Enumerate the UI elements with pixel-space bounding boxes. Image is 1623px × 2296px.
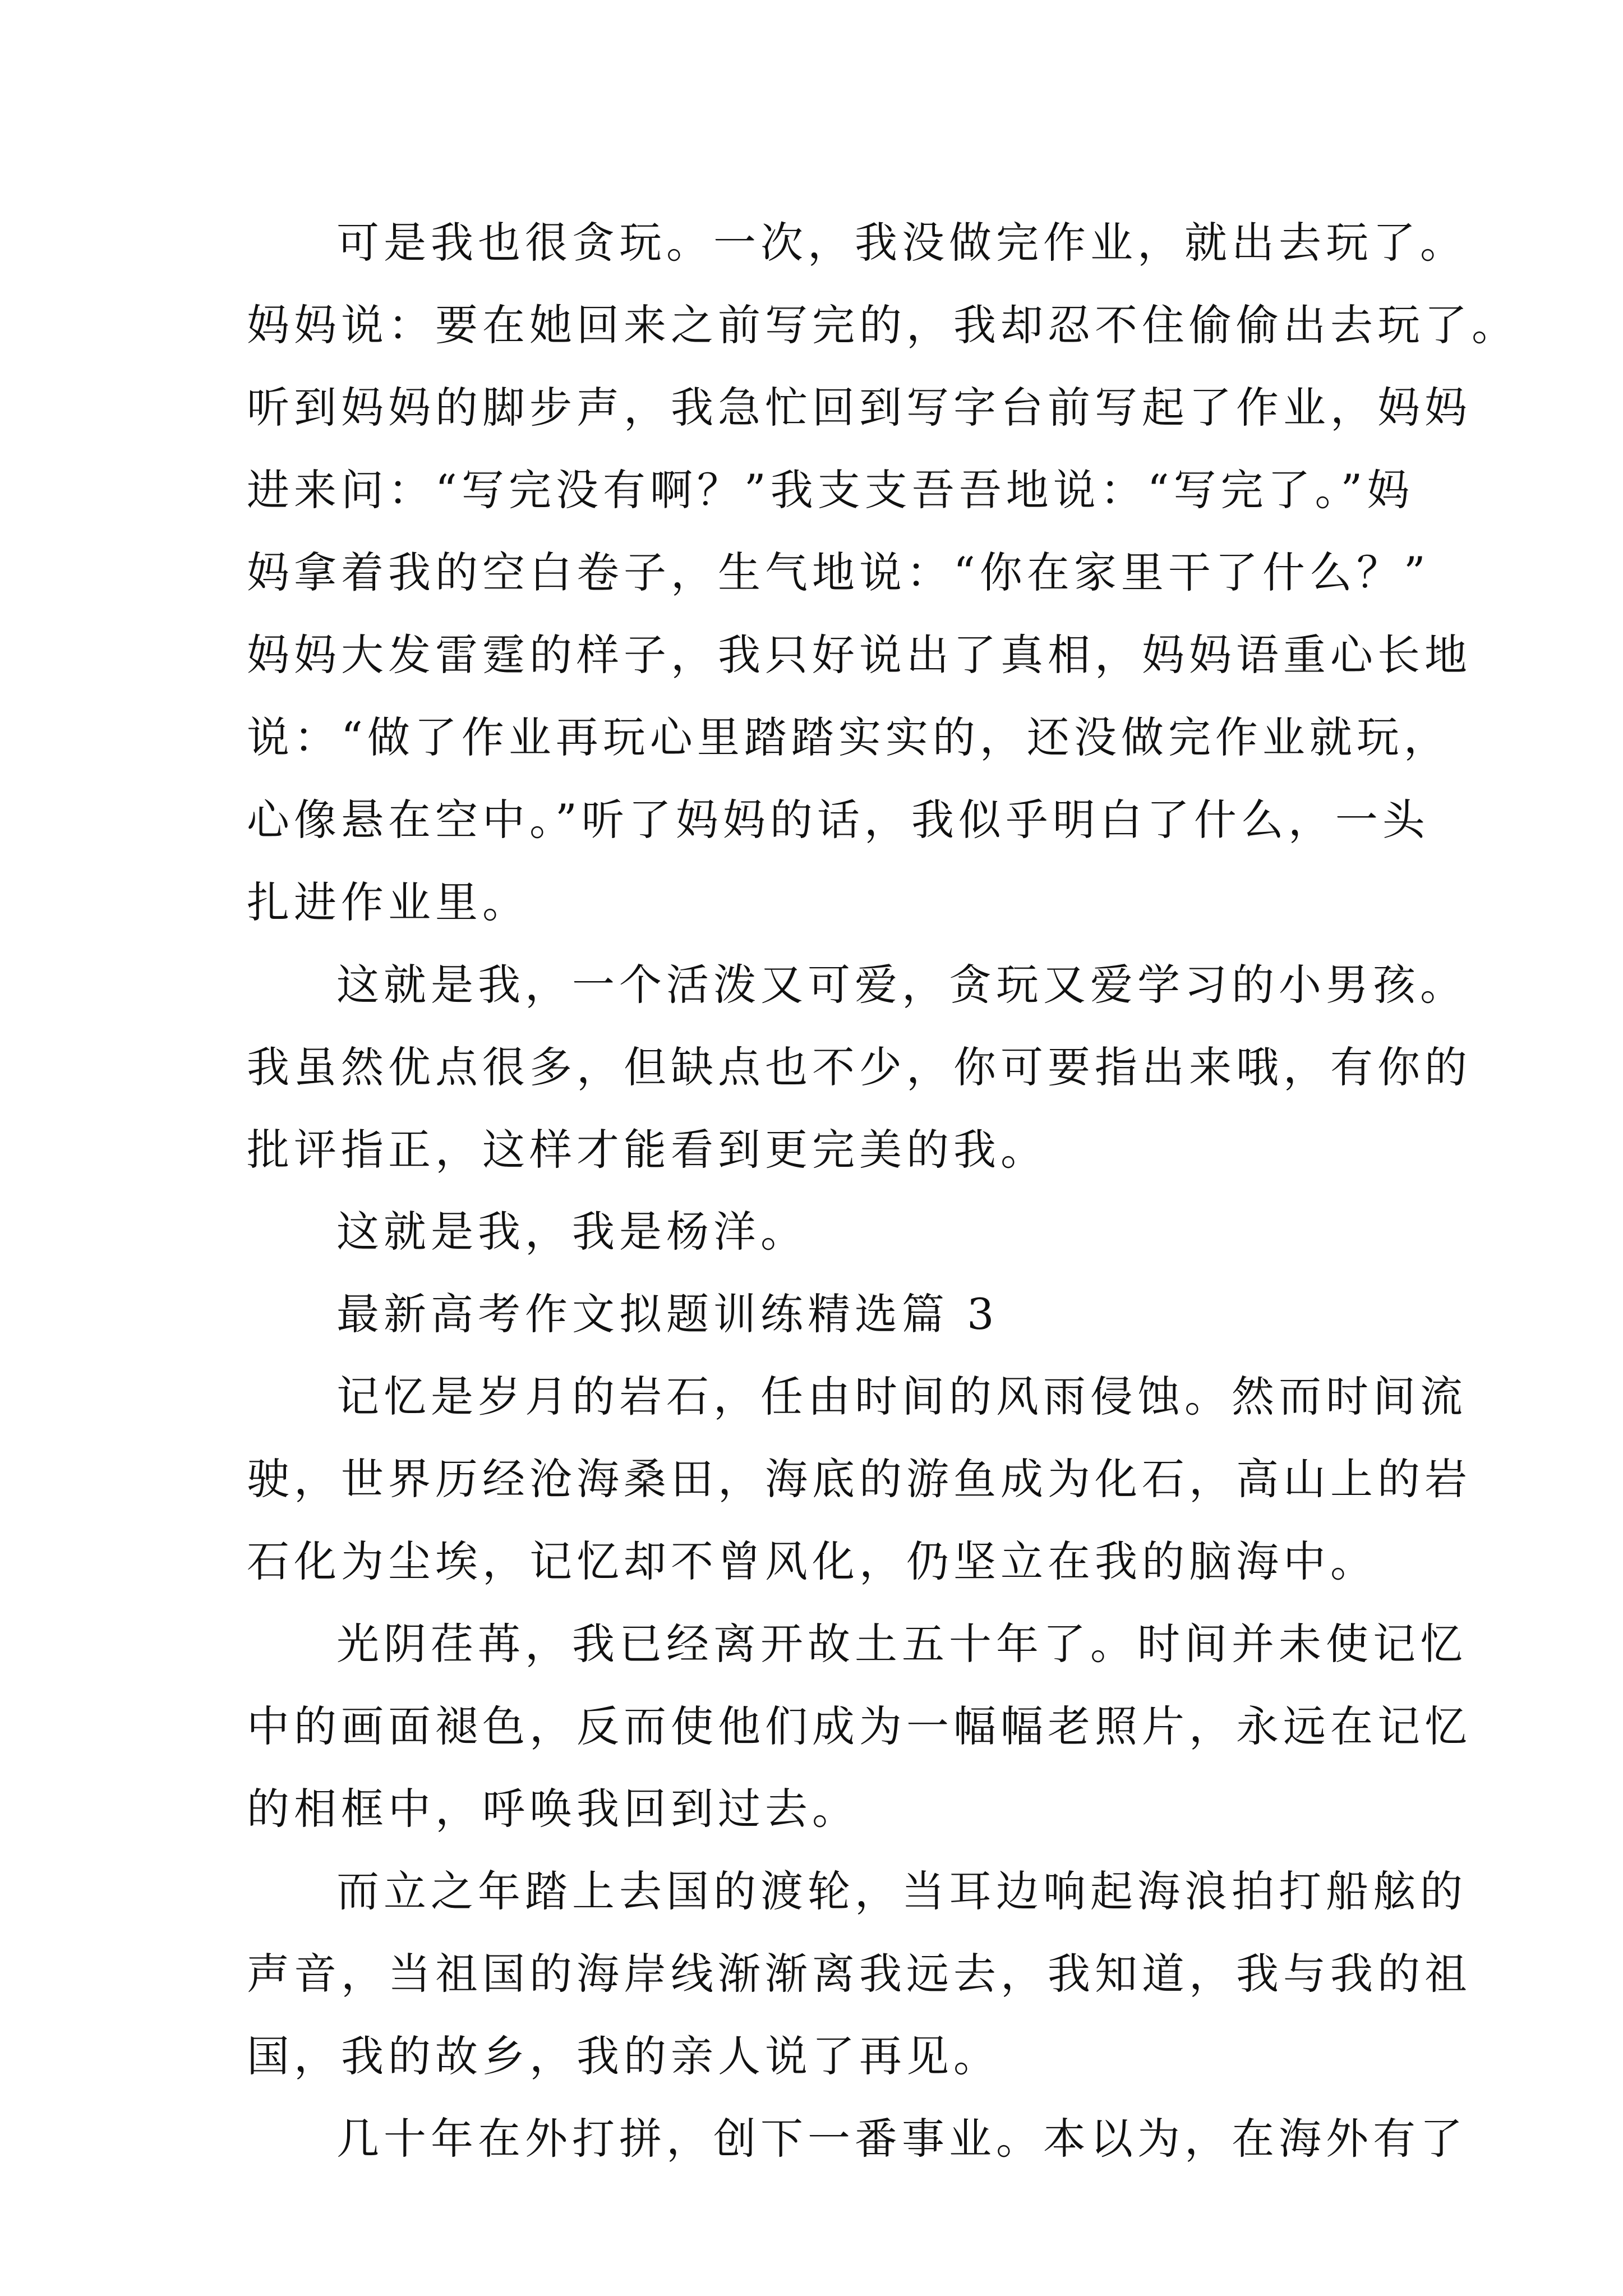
text-line: 驶，世界历经沧海桑田，海底的游鱼成为化石，高山上的岩 [247,1454,1472,1504]
text-line: 进来问：“写完没有啊？”我支支吾吾地说：“写完了。”妈 [247,465,1414,515]
text-line: 妈妈说：要在她回来之前写完的，我却忍不住偷偷出去玩了。 [247,300,1519,350]
text-line: 心像悬在空中。”听了妈妈的话，我似乎明白了什么，一头 [247,795,1430,845]
text-line: 声音，当祖国的海岸线渐渐离我远去，我知道，我与我的祖 [247,1949,1472,1999]
text-line: 石化为尘埃，记忆却不曾风化，仍坚立在我的脑海中。 [247,1536,1377,1586]
text-line: 中的画面褪色，反而使他们成为一幅幅老照片，永远在记忆 [247,1701,1472,1751]
text-line: 的相框中，呼唤我回到过去。 [247,1784,859,1834]
text-line: 而立之年踏上去国的渡轮，当耳边响起海浪拍打船舷的 [336,1866,1467,1916]
text-line: 国，我的故乡，我的亲人说了再见。 [247,2031,1000,2081]
text-line: 记忆是岁月的岩石，任由时间的风雨侵蚀。然而时间流 [336,1372,1467,1421]
text-line: 说：“做了作业再玩心里踏踏实实的，还没做完作业就玩， [247,712,1451,762]
section-heading: 最新高考作文拟题训练精选篇 3 [336,1289,999,1339]
text-line: 听到妈妈的脚步声，我急忙回到写字台前写起了作业，妈妈 [247,383,1472,432]
text-line: 妈妈大发雷霆的样子，我只好说出了真相，妈妈语重心长地 [247,630,1472,680]
text-line: 我虽然优点很多，但缺点也不少，你可要指出来哦，有你的 [247,1042,1472,1092]
text-line: 妈拿着我的空白卷子，生气地说：“你在家里干了什么？” [247,547,1430,597]
text-line: 光阴荏苒，我已经离开故土五十年了。时间并未使记忆 [336,1619,1467,1669]
text-line: 批评指正，这样才能看到更完美的我。 [247,1125,1048,1175]
text-line: 扎进作业里。 [247,877,529,927]
text-line: 几十年在外打拼，创下一番事业。本以为，在海外有了 [336,2114,1467,2164]
text-line: 这就是我，一个活泼又可爱，贪玩又爱学习的小男孩。 [336,960,1467,1010]
text-line: 可是我也很贪玩。一次，我没做完作业，就出去玩了。 [336,218,1467,268]
text-line: 这就是我，我是杨洋。 [336,1207,808,1257]
